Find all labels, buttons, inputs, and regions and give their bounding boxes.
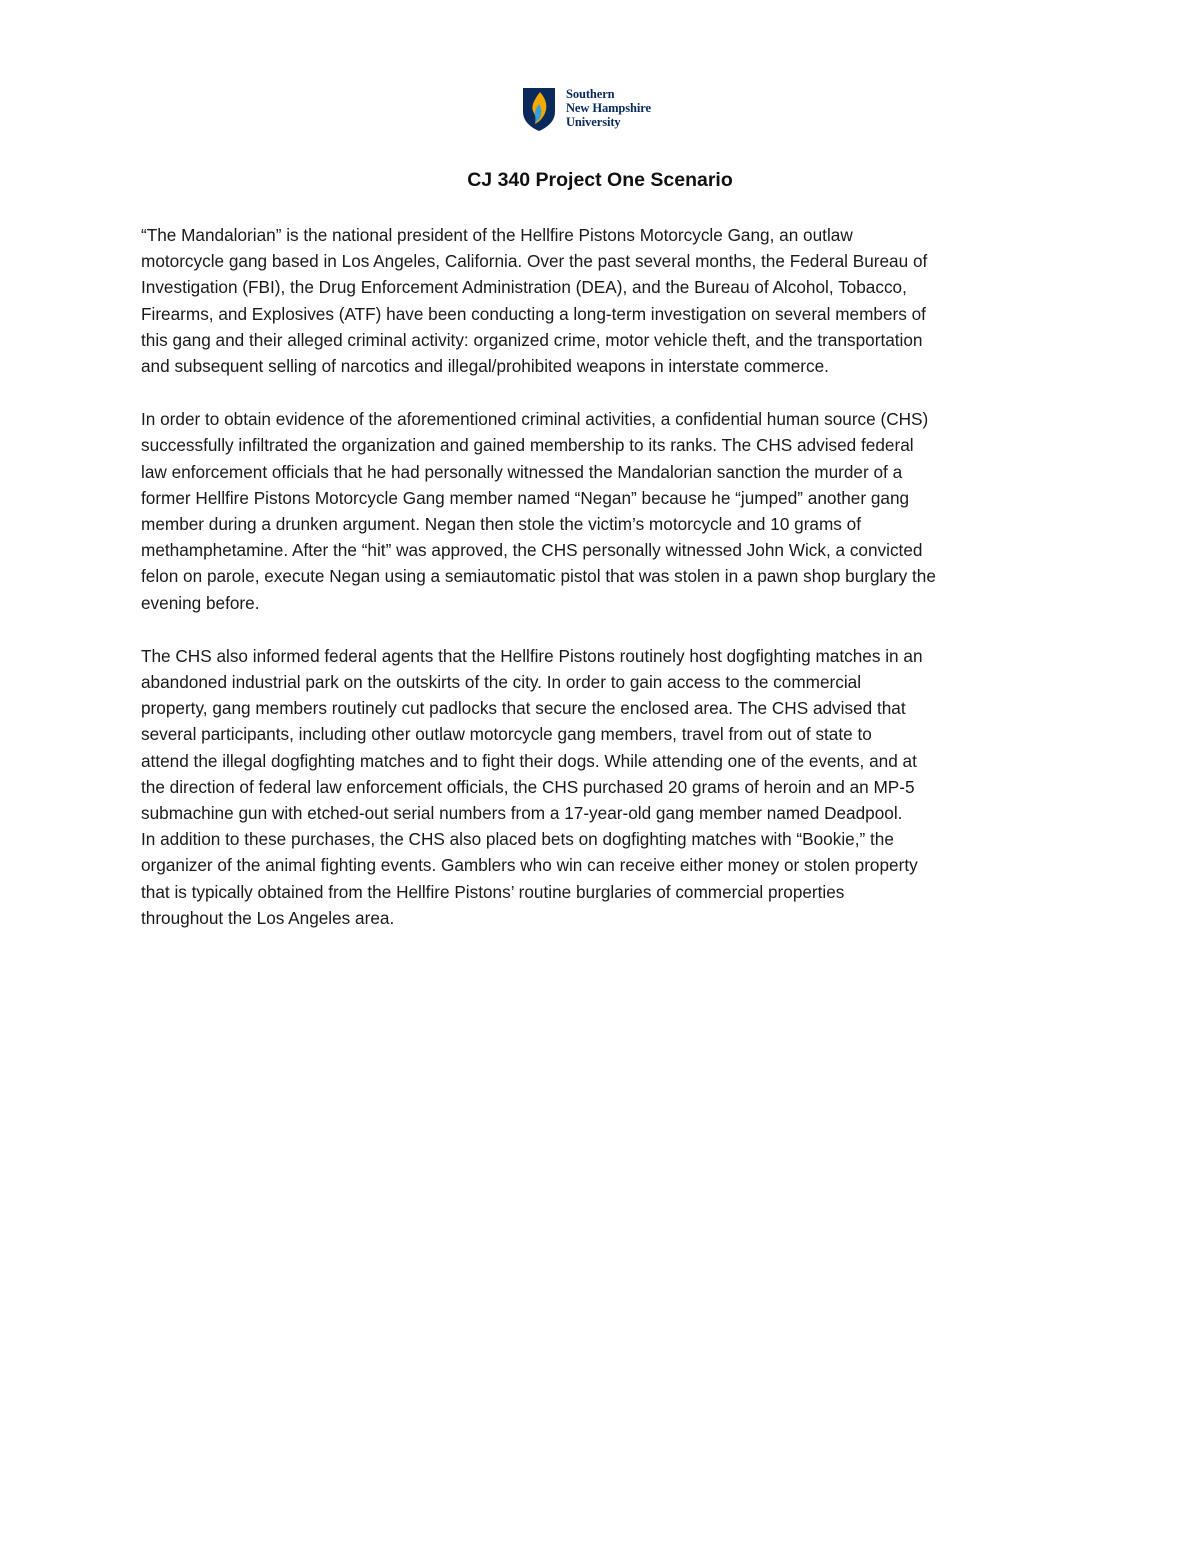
text-line: member during a drunken argument. Negan then stole the victim’s motorcycle and 10 grams of [141,514,862,535]
paragraph-1 [141,222,1071,379]
text-line: Investigation (FBI), the Drug Enforcement Administration (DEA), and the Bureau of Alcohol, Tobacco, [141,277,907,298]
document-body [141,222,1071,958]
university-wordmark [566,87,651,129]
text-line: several participants, including other outlaw motorcycle gang members, travel from out of state to [141,724,872,745]
text-line: former Hellfire Pistons Motorcycle Gang member named “Negan” because he “jumped” another gang [141,487,910,508]
logo-line-1: Southern [566,87,615,101]
text-line: successfully infiltrated the organization and gained membership to its ranks. The CHS advised federal [141,435,914,456]
text-line: law enforcement officials that he had personally witnessed the Mandalorian sanction the murder of a [141,461,903,482]
text-line: “The Mandalorian” is the national president of the Hellfire Pistons Motorcycle Gang, an outlaw [141,225,853,245]
text-line: methamphetamine. After the “hit” was approved, the CHS personally witnessed John Wick, a convicted [141,540,923,561]
text-line: submachine gun with etched-out serial numbers from a 17-year-old gang member named Deadpool. [141,803,903,824]
text-line: evening before. [141,592,260,613]
text-line: In order to obtain evidence of the aforementioned criminal activities, a confidential human source (CHS) [141,409,929,430]
university-logo [522,86,692,134]
text-line: In addition to these purchases, the CHS also placed bets on dogfighting matches with “Bookie,” the [141,829,894,850]
paragraph-2 [141,406,1071,616]
paragraph-3 [141,643,1071,931]
text-line: organizer of the animal fighting events. Gamblers who win can receive either money or stolen property [141,855,918,876]
text-line: The CHS also informed federal agents that the Hellfire Pistons routinely host dogfighting matches in an [141,645,923,666]
text-line: motorcycle gang based in Los Angeles, California. Over the past several months, the Federal Bureau of [141,251,928,272]
text-line: abandoned industrial park on the outskirts of the city. In order to gain access to the commercial [141,672,862,693]
text-line: property, gang members routinely cut padlocks that secure the enclosed area. The CHS advised that [141,698,906,719]
text-line: the direction of federal law enforcement officials, the CHS purchased 20 grams of heroin and an MP-5 [141,776,915,797]
text-line: attend the illegal dogfighting matches and to fight their dogs. While attending one of the events, and at [141,750,917,771]
logo-line-2: New Hampshire [566,101,651,115]
text-line: felon on parole, execute Negan using a semiautomatic pistol that was stolen in a pawn shop burglary the [141,566,936,587]
text-line: this gang and their alleged criminal activity: organized crime, motor vehicle theft, and the transportation [141,329,923,350]
text-line: Firearms, and Explosives (ATF) have been conducting a long-term investigation on several members of [141,303,926,324]
text-line: and subsequent selling of narcotics and illegal/prohibited weapons in interstate commerce. [141,356,829,377]
logo-line-3: University [566,115,621,129]
text-line: that is typically obtained from the Hellfire Pistons’ routine burglaries of commercial properties [141,881,845,902]
document-title: CJ 340 Project One Scenario [467,169,733,191]
text-line: throughout the Los Angeles area. [141,907,395,928]
shield-flame-icon [522,86,556,132]
